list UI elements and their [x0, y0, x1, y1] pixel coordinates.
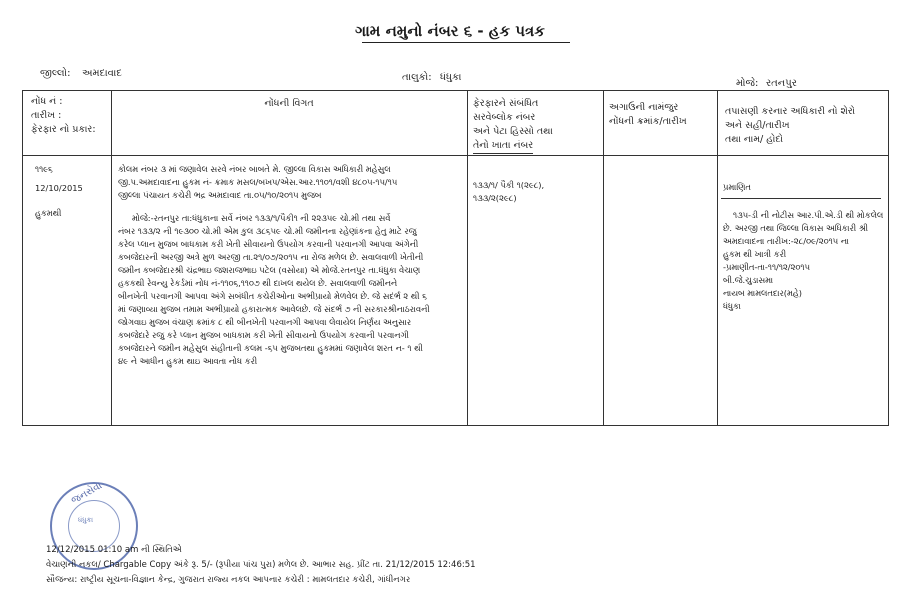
record-table	[22, 90, 889, 426]
entry-note-info	[35, 163, 109, 220]
header-previous-line: અગાઉની નામંજુર	[609, 102, 679, 113]
officer-remark-line: હુકમ થી ખાત્રી કરી	[723, 249, 787, 259]
header-officer-line: તથા નામ/ હોદો	[725, 134, 784, 145]
taluka-label: તાલુકો:	[402, 72, 432, 83]
village-label: મોજે:	[736, 78, 759, 89]
taluka-value: ધંધુકા	[440, 72, 462, 83]
details-line: મોજે:-રતનપુર તા:ધંધુકાના સર્વે નંબર ૧૩૩/૧/પૈકી૧ ની ૨૨૩૫૯ ચો.મી તથા સર્વે	[132, 213, 391, 223]
details-line: જી.પ.અમદાવાદના હુકમ નં- ક્રમાક મસલ/બખપ/એસ.આર.૧૧૦૧/વશી ૪૮૦૫-૧૫/૧૫	[118, 177, 398, 187]
header-divider	[23, 155, 888, 156]
header-survey-line: તેનો ખાતા નંબર	[473, 139, 533, 154]
details-line: કરેલ પ્લાન મુજબ બાધકામ કરી ખેતી સીવાયનો ઉપયોગ કરવાની પરવાનગી આપવા અંગેની	[118, 239, 419, 249]
header-survey	[473, 97, 603, 154]
header-officer	[725, 105, 889, 147]
header-date: તારીખ :	[31, 110, 62, 121]
officer-remark-line: છે. અરજી તથા જિલ્લા વિકાસ અધિકારી શ્રી	[723, 223, 868, 233]
details-line: ૪૯ ને આધીન હુકમ થાઇ આવતા નોધ કરી	[118, 356, 258, 366]
certified-label: પ્રમાણિત	[723, 182, 751, 192]
header-note-details: નોંધની વિગત	[264, 98, 314, 109]
details-para-1	[118, 163, 464, 202]
district-value: અમદાવાદ	[82, 68, 122, 79]
details-line: જીલ્લા પંચાયત કચેરી ભદ્ર અમદાવાદ તા.૦૫/૧૦/૨૦૧૫ મુજબ	[118, 190, 322, 200]
entry-change-type: હુકમથી	[35, 208, 62, 218]
officer-designation: નાયબ મામલતદાર(મહે)	[723, 288, 803, 298]
officer-remark-line: ૧૩૫-ડી ની નોટીસ આર.પી.એ.ડી થી મોકલેલ	[733, 210, 884, 220]
footer-courtesy: સૌજન્ય: રાષ્ટ્રીય સૂચના-વિજ્ઞાન કેન્દ્ર, ગુજરાત રાજ્ય નકલ આપનાર કચેરી : મામલતદાર કચેરી, ગાંધીનગર	[46, 575, 411, 585]
details-line: બીનખેતી પરવાનગી આપવા અંગે સબંધીત કચેરીઓના અભીપ્રાયો મેળવેલ છે. જે સદંર્ભ ૨ થી ૬	[118, 291, 427, 301]
header-change-type: ફેરફાર નો પ્રકાર:	[31, 124, 96, 135]
entry-details	[118, 163, 464, 368]
details-line: કબજેદારે રજુ કરે પ્લાન મુજબ બાધકામ કરી ખેતી સીવાયનો ઉપયોગ કરવાની પરવાનગી	[118, 330, 409, 340]
page-title: ગામ નમુનો નંબર ૬ - હક પત્રક	[355, 22, 545, 40]
column-divider	[467, 91, 468, 425]
officer-remark-line: અમદાવાદના તારીખ:-૨૮/૦૯/૨૦૧૫ ના	[723, 236, 849, 246]
district-label: જીલ્લો:	[40, 68, 71, 79]
details-line: જોગવાઇ મુજબ વંચાણ ક્રમાંક ૮ થી બીનખેતી પરવાનગી આપવા લેવાયેલ નિર્ણય અનુસાર	[118, 317, 412, 327]
details-line: હકકથી રેવન્યુ રેકર્ડમાં નોધ નં-૧૧૦૬,૧૧૦૭ થી દાખલ થયેલ છે. સવાલવાળી જમીનને	[118, 278, 398, 288]
header-survey-line: સરવેબ્લોક નંબર	[473, 112, 536, 123]
header-survey-line: અને પેટા હિસ્સો તથા	[473, 126, 553, 137]
certified-divider	[721, 198, 881, 199]
details-line: કોલમ નંબર ૩ માં જણાવેલ સરવે નંબર બાબતે મે. જીલ્લા વિકાસ અધિકારી મહેસુલ	[118, 164, 391, 174]
officer-signatory-name: બી.જે.ચુડાસમા	[723, 275, 773, 285]
header-note-info	[31, 95, 111, 137]
officer-office: ધંધુકા	[723, 301, 741, 311]
column-divider	[603, 91, 604, 425]
details-line: માં જણાવ્યા મુજબ તમામ અભીપ્રાયો હકારાત્મક આવેલછે. જે સંદર્ભ ૭ ની સરકારશ્રીનાઠરાવની	[118, 304, 430, 314]
column-divider	[717, 91, 718, 425]
footer-copy-note: વેચાણની નકલ/ Chargable Copy અંકે રૂ. 5/- (રૂપીયા પાંચ પુરા) મળેલ છે. આભાર સહ. પ્રીંટ તા. 21/12/2015 12:46:51	[46, 560, 476, 570]
header-previous-line: નોંધની ક્રમાંક/તારીખ	[609, 116, 687, 127]
entry-note-number: ૧૧૯૬	[35, 164, 53, 174]
title-underline	[362, 42, 570, 43]
header-previous-rejected	[609, 101, 717, 129]
details-line: જમીન કબજેદારશ્રી ચંદ્રભાઇ જશરાજભાઇ પટેલ (વસોયા) એ મોજે.રતનપુર તા.ધંધુકા વેચાણ	[118, 265, 421, 275]
header-note-number: નોંધ નં :	[31, 96, 63, 107]
seal-text: જનસેવા	[69, 480, 105, 507]
village-value: રતનપુર	[766, 78, 797, 89]
entry-survey-numbers	[473, 179, 601, 205]
header-officer-line: તપાસણી કરનાર અધિકારી નો શેરો	[725, 106, 856, 117]
footer-status-time: 12/12/2015 01:10 am ની સ્થિતિએ	[46, 545, 182, 555]
details-line: કબજેદારને જમીન મહેસુલ સંહીતાની કલમ -૬૫ મુજબતથા હુકમમાં જણાવેલ શરત ન- ૧ થી	[118, 343, 423, 353]
seal-subtext: ધંધુકા	[78, 516, 94, 524]
header-officer-line: અને સહી/તારીખ	[725, 120, 790, 131]
details-line: કબજેદારની અરજી અત્રે મુળ અરજી તા.૨૧/૦૭/૨૦૧૫ ના રોજ મળેલ છે. સવાલવાળી ખેતીની	[118, 252, 424, 262]
header-survey-line: ફેરફારને સંબંધિત	[473, 98, 539, 109]
details-line: નંબર ૧૩૩/૨ ની ૧૯૩૦૦ ચો.મી એમ કુલ ૩૮૬૫૯ ચો.મી જમીનના રહેણાંકના હેતુ માટે રજુ	[118, 226, 417, 236]
officer-remark-line: -પ્રમાણીત-તા-૧૧/૧૨/૨૦૧૫	[723, 262, 810, 272]
entry-date: 12/10/2015	[35, 183, 83, 193]
column-divider	[111, 91, 112, 425]
entry-officer-remarks	[723, 181, 885, 313]
survey-number: ૧૩૩/૧/ પૈકી ૧(૨૯૮),	[473, 180, 545, 190]
details-para-2	[118, 212, 464, 368]
survey-number: ૧૩૩/૨(૨૯૮)	[473, 193, 517, 203]
